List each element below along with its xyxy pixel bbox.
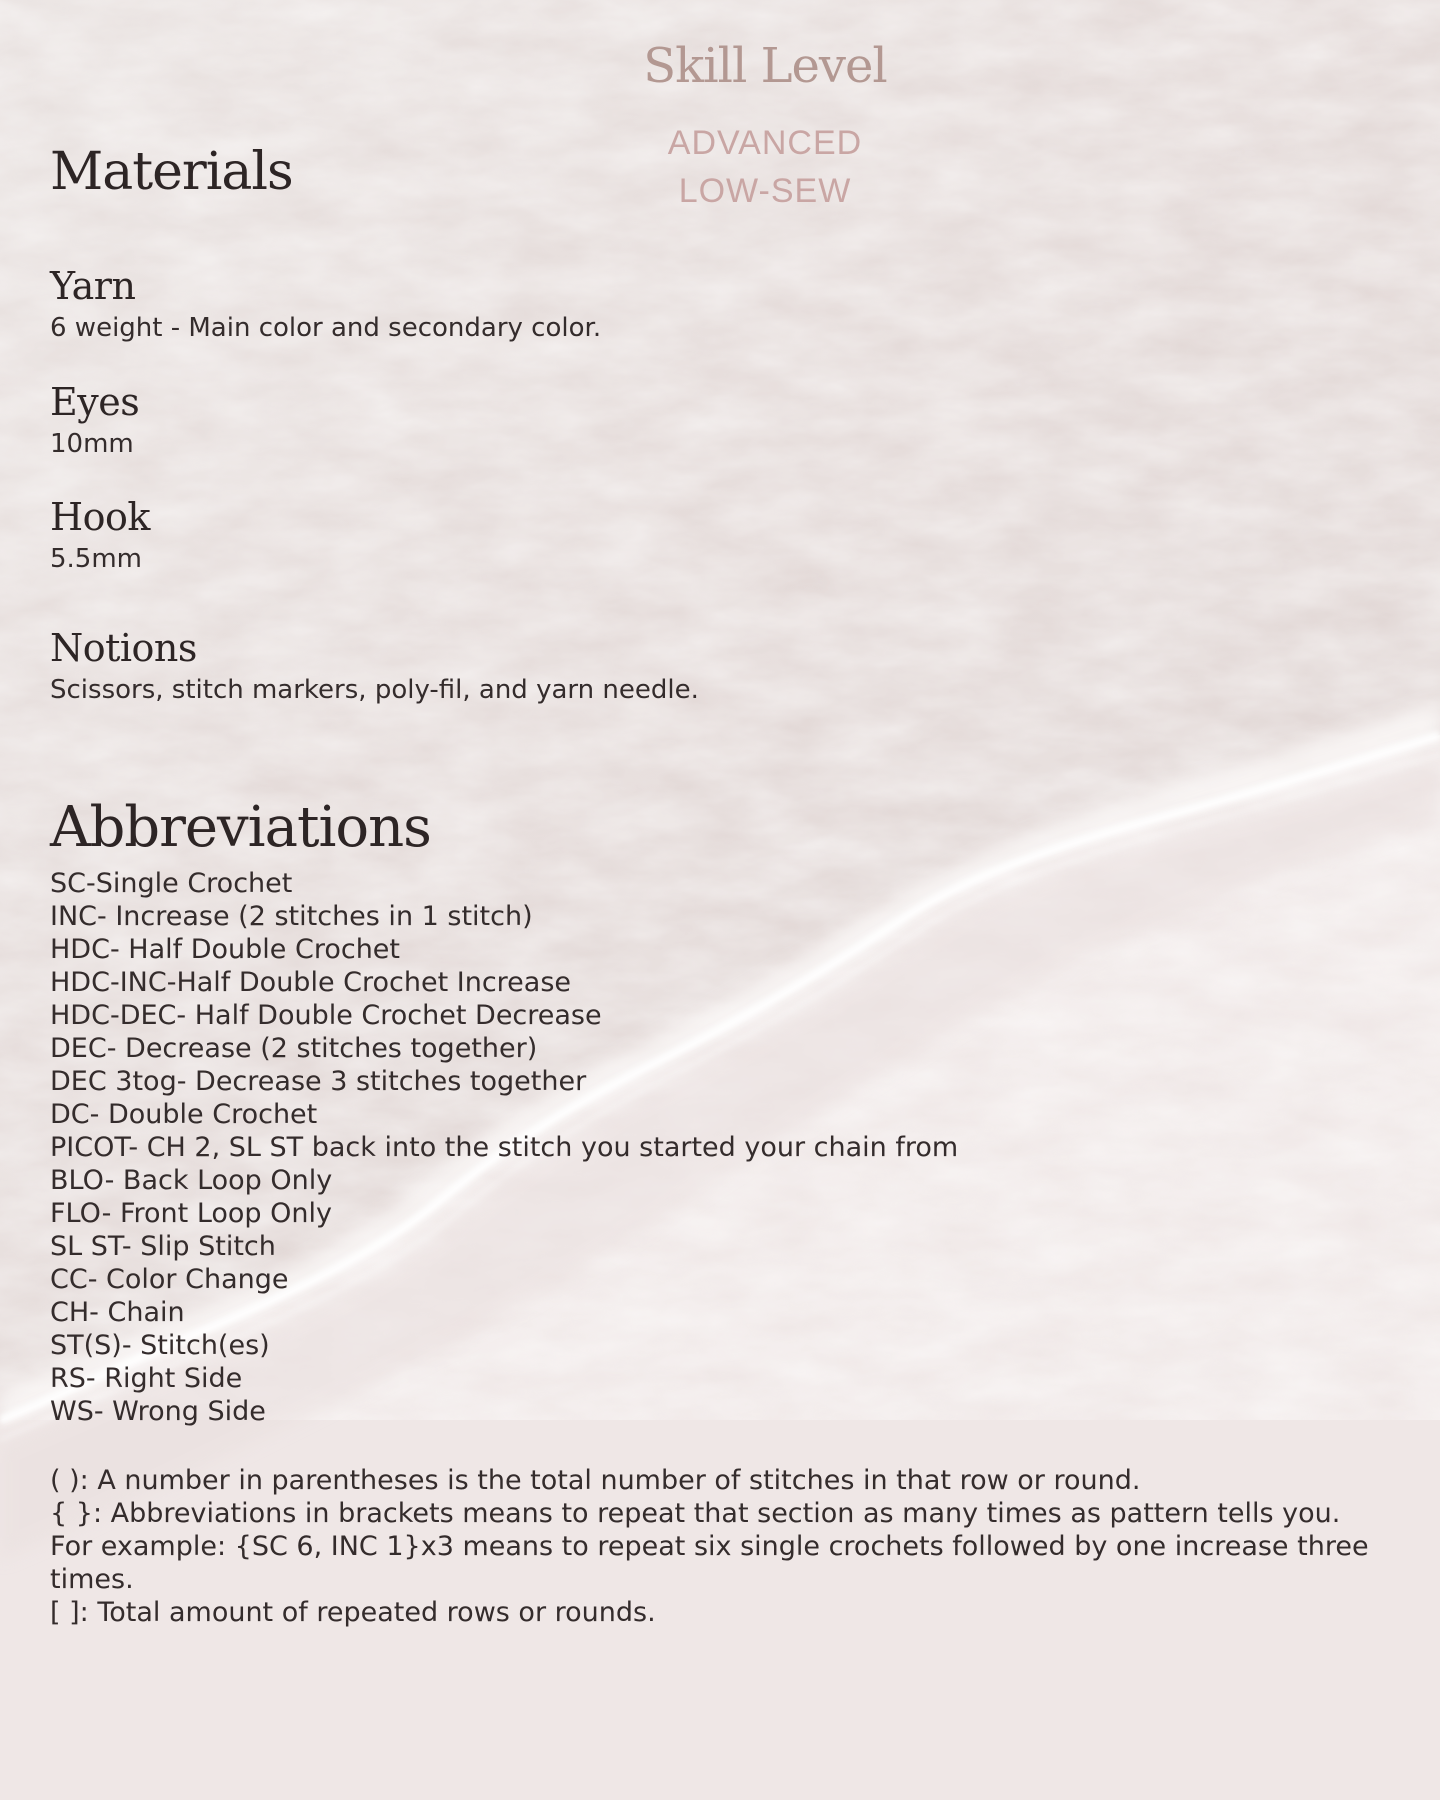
abbreviation-item: DEC 3tog- Decrease 3 stitches together — [50, 1066, 587, 1097]
material-label: Yarn — [50, 264, 136, 308]
abbreviation-item: PICOT- CH 2, SL ST back into the stitch you started your chain from — [50, 1132, 959, 1163]
material-value: 10mm — [50, 429, 134, 459]
material-notions — [50, 627, 699, 705]
materials-title: Materials — [50, 142, 293, 202]
material-label: Notions — [50, 626, 197, 670]
skill-level-value: ADVANCED — [667, 124, 863, 162]
abbreviation-item: BLO- Back Loop Only — [50, 1165, 333, 1196]
abbreviation-item: HDC-INC-Half Double Crochet Increase — [50, 967, 572, 998]
abbreviation-item: FLO- Front Loop Only — [50, 1198, 332, 1229]
abbreviation-item: WS- Wrong Side — [50, 1396, 266, 1427]
abbreviation-item: HDC-DEC- Half Double Crochet Decrease — [50, 1000, 602, 1031]
abbreviation-item: SC-Single Crochet — [50, 868, 293, 899]
abbreviation-item: CH- Chain — [50, 1297, 185, 1328]
abbreviation-item: INC- Increase (2 stitches in 1 stitch) — [50, 901, 533, 932]
abbreviation-item: RS- Right Side — [50, 1363, 243, 1394]
abbreviation-item: ST(S)- Stitch(es) — [50, 1330, 270, 1361]
material-yarn — [50, 265, 601, 343]
material-value: Scissors, stitch markers, poly-fil, and yarn needle. — [50, 675, 699, 705]
abbreviation-item: DEC- Decrease (2 stitches together) — [50, 1033, 538, 1064]
material-eyes — [50, 381, 139, 459]
abbreviation-item: SL ST- Slip Stitch — [50, 1231, 276, 1262]
abbreviations-title: Abbreviations — [50, 795, 431, 860]
material-label: Hook — [50, 495, 150, 539]
sew-level-value: LOW-SEW — [678, 172, 852, 210]
abbreviation-item: DC- Double Crochet — [50, 1099, 318, 1130]
note-parentheses: ( ): A number in parentheses is the total number of stitches in that row or round. — [50, 1465, 1141, 1496]
material-value: 6 weight - Main color and secondary color. — [50, 313, 602, 343]
material-hook — [50, 496, 150, 574]
abbreviation-item: CC- Color Change — [50, 1264, 289, 1295]
note-square-brackets: [ ]: Total amount of repeated rows or rounds. — [50, 1597, 656, 1628]
notation-notes — [50, 1464, 1390, 1629]
material-label: Eyes — [50, 380, 140, 424]
note-brackets: { }: Abbreviations in brackets means to repeat that section as many times as pattern tells you. For example: {SC 6, INC 1}x3 means to repeat six single crochets followed by one increase three times. — [50, 1498, 1369, 1595]
material-value: 5.5mm — [50, 544, 143, 574]
abbreviations-list — [50, 867, 958, 1428]
skill-level-title: Skill Level — [643, 38, 887, 94]
abbreviation-item: HDC- Half Double Crochet — [50, 934, 400, 965]
